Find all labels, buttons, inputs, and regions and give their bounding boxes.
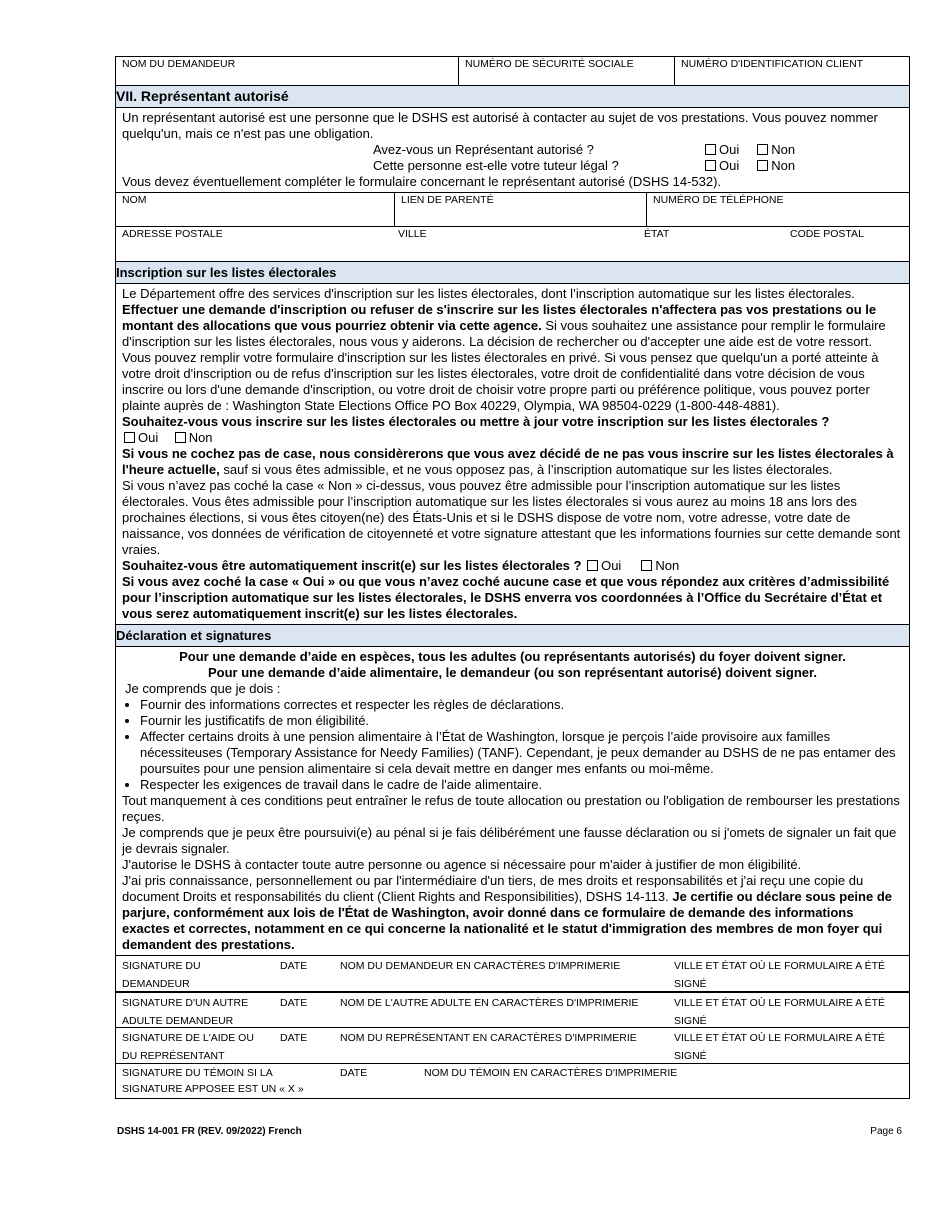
section-7-note: Vous devez éventuellement compléter le formulaire concernant le représentant autorisé (DSHS 14-532). [122,174,722,189]
signature-label: SIGNATURE DE L'AIDE OU DU REPRÉSENTANT [122,1032,254,1062]
representative-signature-field[interactable] [116,1028,274,1063]
city-state-label: VILLE ET ÉTAT OÙ LE FORMULAIRE A ÉTÉ SIGNÉ [674,1032,886,1062]
voter-auto-question [122,558,903,574]
authorized-rep-no-checkbox[interactable] [757,144,768,155]
section-7-body [116,108,909,193]
voter-paragraph-4: Si vous avez coché la case « Oui » ou que vous n’avez coché aucune case et que vous répondez aux critères d’admissibilité pour l’inscription automatique sur les listes électorales, le DSHS enverra vos coordonnées à l’Office du Secrétaire d’État et vous serez automatiquement inscrit(e) sur les listes électorales. [122,574,890,621]
witness-name-field[interactable] [418,1064,909,1098]
applicant-name-label: NOM DU DEMANDEUR [122,58,236,70]
client-id-field[interactable] [674,57,909,85]
other-adult-signature-field[interactable] [116,993,274,1027]
declaration-item: • Affecter certains droits à une pension alimentaire à l’État de Washington, lorsque je perçois l’aide provisoire aux familles nécessiteuses (Temporary Assistance for Needy Families) (TANF). Cependant, je peux demander au DSHS de ne pas entamer des poursuites pour une pension alimentaire si cela devait mettre en danger mes enfants ou moi-même. [140,729,903,777]
date-label: DATE [280,1032,308,1044]
phone-field[interactable] [646,193,909,226]
form-id: DSHS 14-001 FR (REV. 09/2022) French [117,1126,302,1137]
printed-name-label: NOM DU TÉMOIN EN CARACTÈRES D'IMPRIMERIE [424,1067,678,1079]
rep-name-label: NOM [122,194,147,206]
date-field[interactable] [274,956,334,991]
declaration-body [116,647,909,956]
declaration-paragraph-4 [122,873,903,953]
voter-paragraph-1 [122,286,903,414]
city-state-label: VILLE ET ÉTAT OÙ LE FORMULAIRE A ÉTÉ SIGNÉ [674,960,886,990]
ssn-field[interactable] [458,57,674,85]
zip-label: CODE POSTAL [790,228,864,240]
applicant-signature-field[interactable] [116,956,274,991]
declaration-paragraph-1: Tout manquement à ces conditions peut entraîner le refus de toute allocation ou prestation ou l'obligation de rembourser les prestations reçues. [122,793,900,824]
relationship-label: LIEN DE PARENTÉ [401,194,494,206]
declaration-p4b: Je certifie ou déclare sous peine de parjure, conformément aux lois de l'État de Washington, avoir donné dans ce formulaire de demande des informations exactes et correctes, notamment en ce qui concerne la nationalité et le statut d'immigration des membres de mon foyer qui demandent des prestations. [122,889,893,952]
client-id-label: NUMÉRO D'IDENTIFICATION CLIENT [681,58,864,70]
city-state-field[interactable] [668,956,909,991]
register-yes-checkbox[interactable] [124,432,135,443]
page-number: Page 6 [870,1126,902,1137]
declaration-cash-note: Pour une demande d’aide en espèces, tous les adultes (ou représentants autorisés) du foyer doivent signer. [179,649,846,664]
date-field[interactable] [334,1064,418,1098]
city-state-label: VILLE ET ÉTAT OÙ LE FORMULAIRE A ÉTÉ SIGNÉ [674,997,886,1027]
yes-label: Oui [138,430,159,445]
authorized-rep-question [373,142,903,158]
declaration-p4a: J'ai pris connaissance, personnellement ou par l'intermédiaire d'un tiers, de mes droits et responsabilités et j'ai reçu une copie du document Droits et responsabilités du client (Client Rights and Responsibilities), DSHS 14-113. [122,873,864,904]
legal-guardian-no-checkbox[interactable] [757,160,768,171]
voter-paragraph-2 [122,446,903,478]
auto-no-checkbox[interactable] [641,560,652,571]
printed-name-label: NOM DU DEMANDEUR EN CARACTÈRES D'IMPRIMERIE [340,960,621,972]
application-form [115,56,910,1099]
witness-signature-field[interactable] [116,1064,334,1098]
yes-label: Oui [601,558,622,573]
declaration-item: • Respecter les exigences de travail dans le cadre de l'aide alimentaire. [140,777,903,793]
rep-name-field[interactable] [116,193,394,226]
legal-guardian-yes-checkbox[interactable] [705,160,716,171]
applicant-name-field[interactable] [116,57,458,85]
printed-name-field[interactable] [334,956,668,991]
yes-label: Oui [719,158,740,173]
signature-row-applicant[interactable] [116,956,909,992]
city-field[interactable] [392,227,638,261]
voter-p1c: Si vous souhaitez une assistance pour remplir le formulaire d'inscription sur les listes électorales, nous vous y aiderons. La décision de rechercher ou d'accepter une aide est de votre ressort. Vous pouvez remplir votre formulaire d'inscription sur les listes électorales en privé. Si vous pensez que quelqu'un a porté atteinte à votre droit d'inscription ou de refus d'inscription sur les listes électorales, votre droit de confidentialité dans votre décision de vous inscrire ou lors d'une demande d'inscription, ou votre droit de choisir votre propre parti ou préférence politique, vous pouvez porter plainte auprès de : Washington State Elections Office PO Box 40229, Olympia, WA 98504-0229 (1-800-448-4881). [122,318,886,413]
voter-register-question: Souhaitez-vous vous inscrire sur les listes électorales ou mettre à jour votre inscription sur les listes électorales ? [122,414,830,429]
printed-name-label: NOM DU REPRÉSENTANT EN CARACTÈRES D'IMPRIMERIE [340,1032,637,1044]
date-label: DATE [340,1067,368,1079]
date-label: DATE [280,960,308,972]
auto-yes-checkbox[interactable] [587,560,598,571]
voter-auto-question-label: Souhaitez-vous être automatiquement inscrit(e) sur les listes électorales ? [122,558,582,573]
zip-field[interactable] [784,227,909,261]
phone-label: NUMÉRO DE TÉLÉPHONE [653,194,784,206]
declaration-list [122,697,903,793]
voter-p1b: Effectuer une demande d'inscription ou refuser de s'inscrire sur les listes électorales n'affectera pas vos prestations ou le montant des allocations que vous pourriez obtenir via cette agence. [122,302,877,333]
authorized-rep-yes-checkbox[interactable] [705,144,716,155]
no-label: Non [771,142,796,157]
signature-row-other-adult[interactable] [116,992,909,1028]
section-7-title: VII. Représentant autorisé [116,86,909,108]
city-state-field[interactable] [668,993,909,1027]
yes-label: Oui [719,142,740,157]
state-label: ÉTAT [644,228,670,240]
section-7-intro: Un représentant autorisé est une personne que le DSHS est autorisé à contacter au sujet de vos prestations. Vous pouvez nommer quelqu'un, mais ce n'est pas une obligation. [122,110,878,141]
printed-name-label: NOM DE L'AUTRE ADULTE EN CARACTÈRES D'IMPRIMERIE [340,997,639,1009]
declaration-paragraph-3: J'autorise le DSHS à contacter toute autre personne ou agence si nécessaire pour m'aider à justifier de mon éligibilité. [122,857,802,872]
signature-row-witness[interactable] [116,1064,909,1098]
declaration-intro: Je comprends que je dois : [125,681,281,696]
relationship-field[interactable] [394,193,646,226]
signature-row-representative[interactable] [116,1028,909,1064]
voter-paragraph-3: Si vous n’avez pas coché la case « Non » ci-dessus, vous pouvez être admissible pour l’inscription automatique sur les listes électorales. Vous êtes admissible pour l’inscription automatique sur les listes électorales si vous aurez au moins 18 ans lors des prochaines élections, si vous êtes citoyen(ne) des États-Unis et si le DSHS dispose de votre nom, votre adresse, votre date de naissance, vos données de vérification de citoyenneté et votre signature attestant que les informations fournies sur cette demande sont vraies. [122,478,901,557]
declaration-section-title: Déclaration et signatures [116,625,909,647]
register-no-checkbox[interactable] [175,432,186,443]
printed-name-field[interactable] [334,1028,668,1063]
voter-p2b: sauf si vous êtes admissible, et ne vous opposez pas, à l’inscription automatique sur les listes électorales. [219,462,833,477]
date-field[interactable] [274,1028,334,1063]
voter-register-options [122,430,903,446]
declaration-item: • Fournir des informations correctes et respecter les règles de déclarations. [140,697,903,713]
signature-label: SIGNATURE DU TÉMOIN SI LA SIGNATURE APPOSEE EST UN « X » [122,1067,304,1095]
city-label: VILLE [398,228,427,240]
voter-section-body [116,284,909,625]
no-label: Non [655,558,680,573]
signature-label: SIGNATURE D'UN AUTRE ADULTE DEMANDEUR [122,997,249,1027]
legal-guardian-question-label: Cette personne est-elle votre tuteur légal ? [373,158,619,173]
address-label: ADRESSE POSTALE [122,228,223,240]
declaration-food-note: Pour une demande d’aide alimentaire, le demandeur (ou son représentant autorisé) doivent signer. [208,665,817,680]
address-field[interactable] [116,227,392,261]
date-label: DATE [280,997,308,1009]
printed-name-field[interactable] [334,993,668,1027]
authorized-rep-question-label: Avez-vous un Représentant autorisé ? [373,142,594,157]
signature-label: SIGNATURE DU DEMANDEUR [122,960,201,990]
voter-p2a: Si vous ne cochez pas de case, nous considèrerons que vous avez décidé de ne pas vous inscrire sur les listes électorales à l'heure actuelle, [122,446,894,477]
voter-p1a: Le Département offre des services d'inscription sur les listes électorales, dont l’inscription automatique sur les listes électorales. [122,286,855,301]
ssn-label: NUMÉRO DE SÉCURITÉ SOCIALE [465,58,634,70]
city-state-field[interactable] [668,1028,909,1063]
date-field[interactable] [274,993,334,1027]
voter-section-title: Inscription sur les listes électorales [116,262,909,284]
legal-guardian-question [373,158,903,174]
declaration-item: • Fournir les justificatifs de mon éligibilité. [140,713,903,729]
no-label: Non [188,430,213,445]
address-row[interactable] [116,227,909,262]
no-label: Non [771,158,796,173]
state-field[interactable] [638,227,784,261]
declaration-paragraph-2: Je comprends que je peux être poursuivi(e) au pénal si je fais délibérément une fausse déclaration ou si j'omets de signaler un fait que je devrais signaler. [122,825,897,856]
